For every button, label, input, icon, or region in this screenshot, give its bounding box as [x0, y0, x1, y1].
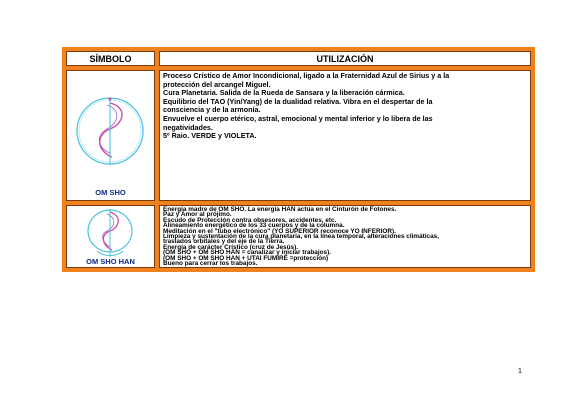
symbol-name-om-sho-han: OM SHO HAN — [86, 257, 135, 266]
usage-line: Equilibrio del TAO (Yin/Yang) de la dualidad relativa. Vibra en el despertar de la — [163, 96, 433, 106]
symbol-table — [62, 47, 535, 272]
usage-line: (OM SHO + OM SHO HAN = canalizar y iniciar trabajos). — [163, 249, 331, 257]
usage-line: protección del arcangel Miguel. — [163, 79, 271, 89]
symbol-cell-om-sho — [66, 70, 155, 201]
om-sho-symbol-icon — [67, 79, 154, 191]
usage-line: consciencia y de la armonía. — [163, 105, 261, 115]
usage-line: Bueno para cerrar los trabajos. — [163, 260, 258, 268]
symbol-cell-om-sho-han — [66, 205, 155, 268]
usage-line: negatividades. — [163, 122, 213, 132]
usage-line: Limpieza y sustentación de la cura planetaria, en la línea temporal, alteraciones climáticas, — [163, 233, 439, 241]
column-header-simbolo: SÍMBOLO — [66, 51, 155, 66]
usage-cell-om-sho — [159, 70, 531, 201]
usage-line: Energía madre de OM SHO. La energía HAN actúa en el Cinturón de Fotones. — [163, 206, 397, 213]
usage-line: Escudo de Protección contra obsesores, accidentes, etc. — [163, 216, 337, 224]
usage-line: 5º Raio. VERDE y VIOLETA. — [163, 131, 257, 141]
usage-line: Meditación en el "tubo electrónico" (YO SUPERIOR reconoce YO INFERIOR). — [163, 227, 396, 235]
usage-line: Energía de carácter Crístico (cruz de Jesús). — [163, 243, 298, 251]
usage-line: Cura Planetaria. Salida de la Rueda de Sansara y la liberación cármica. — [163, 88, 405, 98]
usage-line: Proceso Crístico de Amor Incondicional, ligado a la Fraternidad Azul de Sirius y a la — [163, 71, 450, 80]
symbol-name-om-sho: OM SHO — [95, 188, 126, 197]
usage-line: traslados orbitales y del eje de la Tierra. — [163, 238, 285, 246]
om-sho-han-symbol-icon — [67, 207, 154, 259]
column-header-utilizacion: UTILIZACIÓN — [159, 51, 531, 66]
usage-line: Alineamiento energético de los 33 cuerpos y de la columna. — [163, 222, 345, 230]
usage-line: Envuelve el cuerpo etérico, astral, emocional y mental inferior y lo libera de las — [163, 113, 433, 123]
page-number: 1 — [518, 368, 522, 375]
usage-cell-om-sho-han — [159, 205, 531, 268]
usage-line: Paz y Amor al prójimo. — [163, 211, 232, 219]
usage-line: (OM SHO + OM SHO HAN + UTAI FUMIRÊ =protección) — [163, 254, 329, 262]
